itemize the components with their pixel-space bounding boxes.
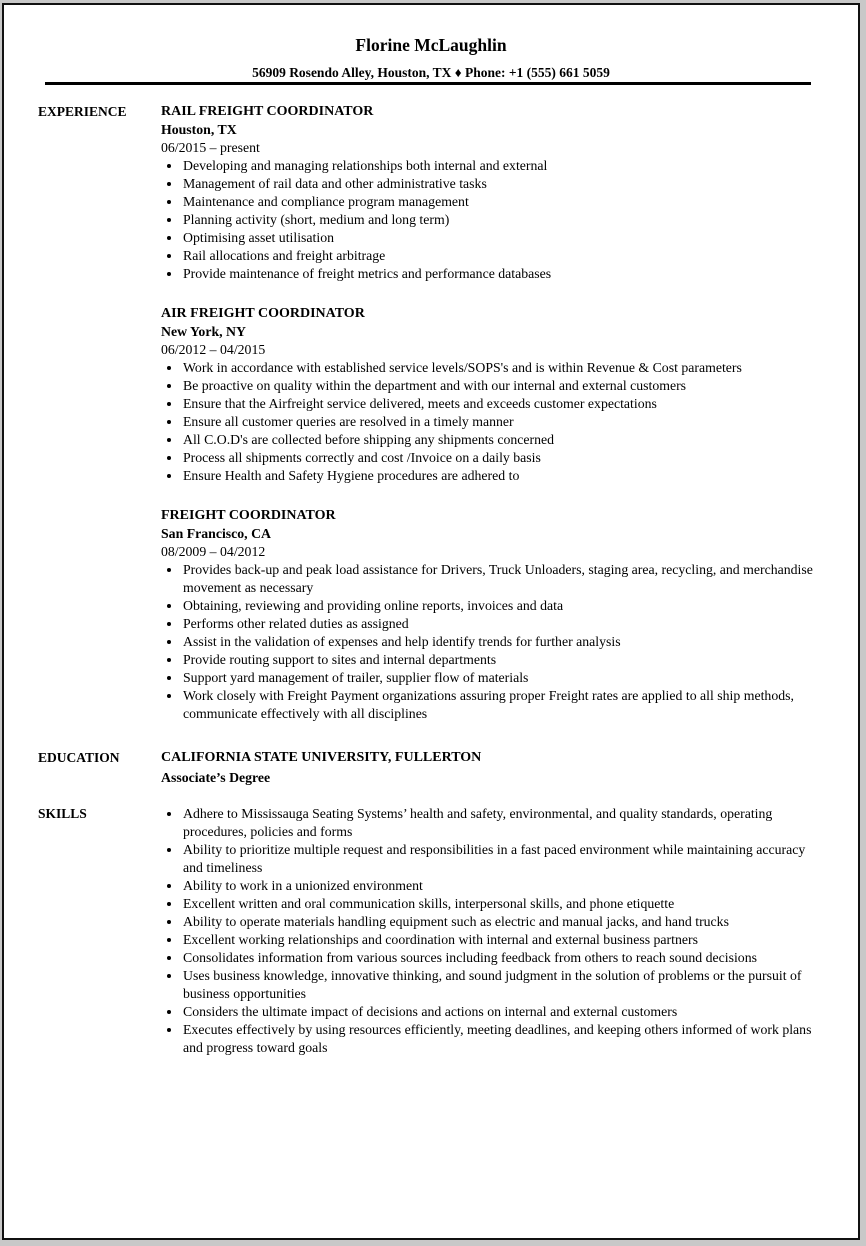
list-item	[161, 633, 841, 651]
bullet-text: Process all shipments correctly and cost /Invoice on a daily basis	[183, 450, 541, 465]
bullet-icon	[167, 622, 171, 626]
bullet-icon	[167, 694, 171, 698]
bullet-text: Adhere to Mississauga Seating Systems’ health and safety, environmental, and quality standards, operating procedures, policies and forms	[183, 806, 773, 839]
degree: Associate’s Degree	[161, 770, 271, 785]
skills-list	[161, 805, 821, 1057]
list-item	[161, 377, 841, 395]
list-item	[161, 157, 841, 175]
bullet-icon	[167, 676, 171, 680]
bullet-text: Provide maintenance of freight metrics and performance databases	[183, 266, 552, 281]
bullet-text: All C.O.D's are collected before shipping any shipments concerned	[183, 432, 555, 447]
bullet-icon	[167, 956, 171, 960]
section-label-skills: SKILLS	[38, 806, 87, 821]
bullet-text: Support yard management of trailer, supplier flow of materials	[183, 670, 529, 685]
list-item	[161, 931, 821, 949]
list-item	[161, 467, 841, 485]
bullet-icon	[167, 1028, 171, 1032]
bullet-icon	[167, 438, 171, 442]
bullet-text: Ability to operate materials handling equipment such as electric and manual jacks, and hand trucks	[183, 914, 729, 929]
bullet-text: Excellent written and oral communication skills, interpersonal skills, and phone etiquette	[183, 896, 675, 911]
bullet-text: Excellent working relationships and coordination with internal and external business partners	[183, 932, 698, 947]
bullet-text: Ensure that the Airfreight service delivered, meets and exceeds customer expectations	[183, 396, 657, 411]
list-item	[161, 877, 821, 895]
bullet-icon	[167, 254, 171, 258]
bullet-icon	[167, 938, 171, 942]
job-dates: 06/2015 – present	[161, 140, 260, 155]
list-item	[161, 449, 841, 467]
bullet-text: Performs other related duties as assigned	[183, 616, 409, 631]
header-divider	[45, 82, 811, 85]
candidate-name: Florine McLaughlin	[355, 35, 507, 55]
job-entry	[161, 507, 841, 723]
list-item	[161, 413, 841, 431]
list-item	[161, 805, 821, 841]
job-location: Houston, TX	[161, 122, 237, 137]
job-bullets	[161, 561, 841, 723]
bullet-text: Considers the ultimate impact of decisions and actions on internal and external customers	[183, 1004, 678, 1019]
bullet-text: Rail allocations and freight arbitrage	[183, 248, 386, 263]
job-location: New York, NY	[161, 324, 246, 339]
list-item	[161, 211, 841, 229]
bullet-icon	[167, 848, 171, 852]
list-item	[161, 1021, 821, 1057]
bullet-text: Provides back-up and peak load assistance for Drivers, Truck Unloaders, staging area, recycling, and merchandise movement as necessary	[183, 562, 813, 595]
bullet-icon	[167, 200, 171, 204]
contact-line: 56909 Rosendo Alley, Houston, TX ♦ Phone: +1 (555) 661 5059	[252, 65, 610, 80]
bullet-text: Developing and managing relationships both internal and external	[183, 158, 548, 173]
bullet-icon	[167, 902, 171, 906]
bullet-text: Planning activity (short, medium and long term)	[183, 212, 450, 227]
list-item	[161, 967, 821, 1003]
bullet-icon	[167, 366, 171, 370]
bullet-icon	[167, 658, 171, 662]
bullet-text: Work in accordance with established service levels/SOPS's and is within Revenue & Cost parameters	[183, 360, 742, 375]
job-location: San Francisco, CA	[161, 526, 271, 541]
bullet-icon	[167, 812, 171, 816]
list-item	[161, 359, 841, 377]
bullet-icon	[167, 456, 171, 460]
bullet-icon	[167, 182, 171, 186]
list-item	[161, 175, 841, 193]
section-label-education: EDUCATION	[38, 750, 120, 765]
bullet-text: Assist in the validation of expenses and help identify trends for further analysis	[183, 634, 621, 649]
bullet-icon	[167, 474, 171, 478]
bullet-text: Be proactive on quality within the department and with our internal and external customers	[183, 378, 687, 393]
bullet-text: Provide routing support to sites and internal departments	[183, 652, 497, 667]
bullet-icon	[167, 384, 171, 388]
list-item	[161, 1003, 821, 1021]
job-bullets	[161, 157, 841, 283]
bullet-icon	[167, 884, 171, 888]
list-item	[161, 247, 841, 265]
bullet-text: Consolidates information from various sources including feedback from others to reach sound decisions	[183, 950, 757, 965]
list-item	[161, 431, 841, 449]
job-dates: 08/2009 – 04/2012	[161, 544, 266, 559]
bullet-text: Ability to work in a unionized environment	[183, 878, 423, 893]
list-item	[161, 651, 841, 669]
list-item	[161, 615, 841, 633]
skills-bullets	[161, 805, 821, 1057]
bullet-icon	[167, 218, 171, 222]
list-item	[161, 669, 841, 687]
list-item	[161, 597, 841, 615]
bullet-text: Ensure Health and Safety Hygiene procedures are adhered to	[183, 468, 520, 483]
bullet-icon	[167, 236, 171, 240]
bullet-icon	[167, 420, 171, 424]
school-name: CALIFORNIA STATE UNIVERSITY, FULLERTON	[161, 750, 482, 765]
bullet-icon	[167, 164, 171, 168]
bullet-icon	[167, 272, 171, 276]
list-item	[161, 913, 821, 931]
job-title: RAIL FREIGHT COORDINATOR	[161, 104, 374, 119]
list-item	[161, 229, 841, 247]
list-item	[161, 687, 841, 723]
job-dates: 06/2012 – 04/2015	[161, 342, 266, 357]
list-item	[161, 561, 841, 597]
section-label-experience: EXPERIENCE	[38, 104, 127, 119]
list-item	[161, 265, 841, 283]
list-item	[161, 841, 821, 877]
job-entry	[161, 305, 841, 485]
bullet-icon	[167, 640, 171, 644]
bullet-text: Management of rail data and other administrative tasks	[183, 176, 487, 191]
job-title: AIR FREIGHT COORDINATOR	[161, 306, 365, 321]
bullet-icon	[167, 1010, 171, 1014]
bullet-text: Executes effectively by using resources efficiently, meeting deadlines, and keeping others informed of work plans and progress toward goals	[183, 1022, 812, 1055]
bullet-text: Optimising asset utilisation	[183, 230, 334, 245]
list-item	[161, 895, 821, 913]
bullet-text: Ensure all customer queries are resolved in a timely manner	[183, 414, 514, 429]
bullet-icon	[167, 920, 171, 924]
job-title: FREIGHT COORDINATOR	[161, 508, 336, 523]
job-entry	[161, 103, 841, 283]
education-entry	[161, 749, 841, 787]
list-item	[161, 193, 841, 211]
bullet-text: Uses business knowledge, innovative thinking, and sound judgment in the solution of problems or the pursuit of business opportunities	[183, 968, 802, 1001]
list-item	[161, 949, 821, 967]
bullet-text: Maintenance and compliance program management	[183, 194, 469, 209]
bullet-icon	[167, 402, 171, 406]
bullet-text: Ability to prioritize multiple request and responsibilities in a fast paced environment while maintaining accuracy and timeliness	[183, 842, 806, 875]
resume-page	[2, 3, 860, 1240]
bullet-icon	[167, 568, 171, 572]
list-item	[161, 395, 841, 413]
bullet-text: Work closely with Freight Payment organizations assuring proper Freight rates are applied to all ship methods, communicate effectively with all disciplines	[183, 688, 794, 721]
bullet-icon	[167, 604, 171, 608]
bullet-text: Obtaining, reviewing and providing online reports, invoices and data	[183, 598, 564, 613]
bullet-icon	[167, 974, 171, 978]
job-bullets	[161, 359, 841, 485]
